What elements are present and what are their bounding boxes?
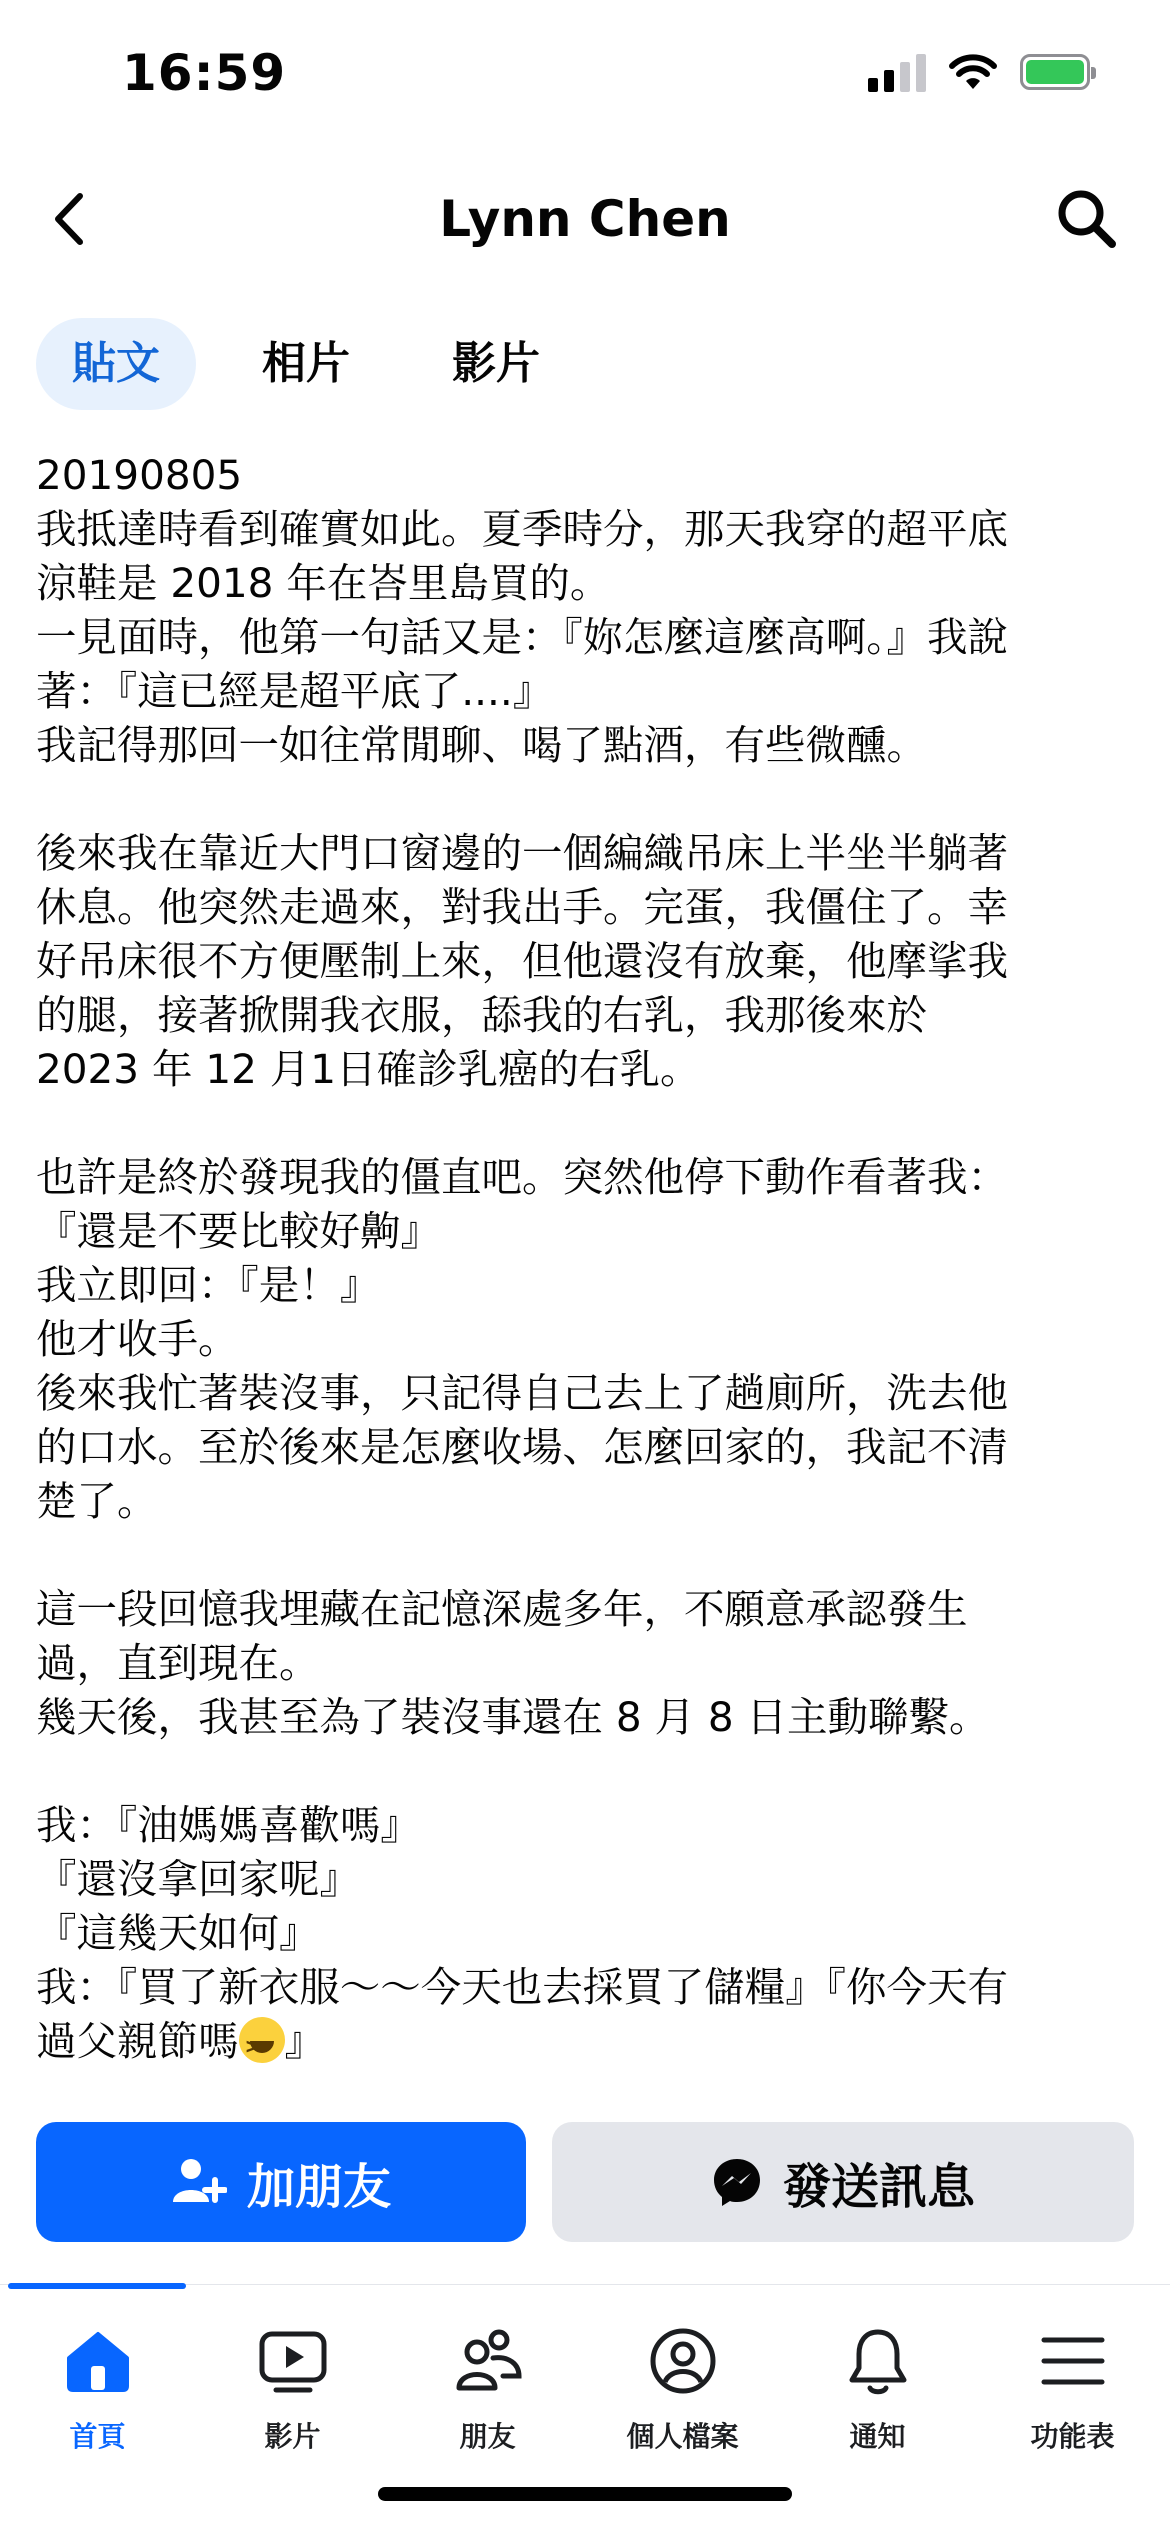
- add-friend-button[interactable]: [36, 2122, 526, 2242]
- post-line: 20190805: [36, 451, 243, 499]
- paragraph-gap: [36, 1528, 1136, 1582]
- video-icon: [253, 2321, 333, 2401]
- paragraph-gap: [36, 772, 1136, 826]
- post-line: 我：『油媽媽喜歡嗎』: [36, 1801, 421, 1849]
- battery-icon: [1020, 54, 1090, 90]
- post-line: 的口水。至於後來是怎麼收場、怎麼回家的，我記不清: [36, 1423, 1008, 1471]
- bell-icon: [838, 2321, 918, 2401]
- post-line: 休息。他突然走過來，對我出手。完蛋，我僵住了。幸: [36, 883, 1008, 931]
- home-icon: [58, 2321, 138, 2401]
- status-time: 16:59: [122, 44, 287, 102]
- nav-label: 朋友: [459, 2420, 516, 2453]
- post-line: 幾天後，我甚至為了裝沒事還在 8 月 8 日主動聯繫。: [36, 1693, 990, 1741]
- nav-label: 通知: [849, 2420, 906, 2453]
- profile-tabs: [36, 318, 576, 410]
- post-line: 他才收手。: [36, 1315, 239, 1363]
- post-line: 的腿，接著掀開我衣服，舔我的右乳，我那後來於: [36, 991, 927, 1039]
- post-line: 『還沒拿回家呢』: [36, 1855, 360, 1903]
- post-line: 我：『買了新衣服～～今天也去採買了儲糧』『你今天有: [36, 1963, 1008, 2011]
- tab-videos[interactable]: 影片: [452, 338, 540, 389]
- profile-icon: [643, 2321, 723, 2401]
- nav-friends[interactable]: [390, 2321, 585, 2455]
- tab-posts[interactable]: 貼文: [36, 318, 196, 410]
- post-line: 這一段回憶我埋藏在記憶深處多年，不願意承認發生: [36, 1585, 968, 1633]
- add-friend-label: 加朋友: [246, 2158, 391, 2215]
- post-line: 我抵達時看到確實如此。夏季時分，那天我穿的超平底: [36, 505, 1008, 553]
- post-line: 過，直到現在。: [36, 1639, 320, 1687]
- add-friend-icon: [171, 2154, 227, 2210]
- post-line: 『還是不要比較好齁』: [36, 1207, 441, 1255]
- post-line: 』: [284, 2017, 325, 2065]
- search-icon[interactable]: [1052, 184, 1122, 254]
- post-line: 也許是終於發現我的僵直吧。突然他停下動作看著我：: [36, 1153, 1008, 1201]
- post-line: 涼鞋是 2018 年在峇里島買的。: [36, 559, 611, 607]
- status-bar: [0, 0, 1170, 150]
- nav-label: 功能表: [1030, 2420, 1115, 2453]
- menu-icon: [1033, 2321, 1113, 2401]
- active-tab-indicator: [8, 2283, 186, 2289]
- nav-label: 個人檔案: [626, 2420, 739, 2453]
- post-line: 過父親節嗎: [36, 2017, 239, 2065]
- nav-notifications[interactable]: [780, 2321, 975, 2455]
- post-line: 好吊床很不方便壓制上來，但他還沒有放棄，他摩挲我: [36, 937, 1008, 985]
- post-content: [36, 448, 1136, 2068]
- nav-label: 首頁: [69, 2420, 126, 2453]
- nav-video[interactable]: [195, 2321, 390, 2455]
- nav-label: 影片: [264, 2420, 321, 2453]
- post-line: 我立即回：『是！』: [36, 1261, 381, 1309]
- send-message-label: 發送訊息: [782, 2158, 975, 2215]
- post-line: 楚了。: [36, 1477, 158, 1525]
- post-line: 一見面時，他第一句話又是：『妳怎麼這麼高啊。』我說: [36, 613, 1008, 661]
- nav-menu[interactable]: [975, 2321, 1170, 2455]
- post-line: 我記得那回一如往常閒聊、喝了點酒，有些微醺。: [36, 721, 927, 769]
- post-line: 2023 年 12 月1日確診乳癌的右乳。: [36, 1045, 701, 1093]
- wifi-icon: [948, 53, 998, 91]
- paragraph-gap: [36, 1096, 1136, 1150]
- post-line: 『這幾天如何』: [36, 1909, 320, 1957]
- send-message-button[interactable]: [552, 2122, 1134, 2242]
- post-line: 後來我忙著裝沒事，只記得自己去上了趟廁所，洗去他: [36, 1369, 1008, 1417]
- post-line-with-emoji: [36, 2014, 1136, 2068]
- messenger-icon: [711, 2156, 763, 2208]
- status-icons: [868, 52, 1090, 92]
- grinning-squinting-emoji-icon: [239, 2017, 285, 2063]
- friends-icon: [448, 2321, 528, 2401]
- cellular-signal-icon: [868, 52, 926, 92]
- post-line: 著：『這已經是超平底了....』: [36, 667, 554, 715]
- post-line: 後來我在靠近大門口窗邊的一個編織吊床上半坐半躺著: [36, 829, 1008, 877]
- page-title: Lynn Chen: [439, 190, 731, 248]
- nav-home[interactable]: [0, 2321, 195, 2455]
- profile-actions: [36, 2122, 1134, 2242]
- header: [0, 170, 1170, 270]
- home-indicator: [378, 2487, 792, 2501]
- nav-profile[interactable]: [585, 2321, 780, 2455]
- paragraph-gap: [36, 1744, 1136, 1798]
- tab-photos[interactable]: 相片: [262, 338, 350, 389]
